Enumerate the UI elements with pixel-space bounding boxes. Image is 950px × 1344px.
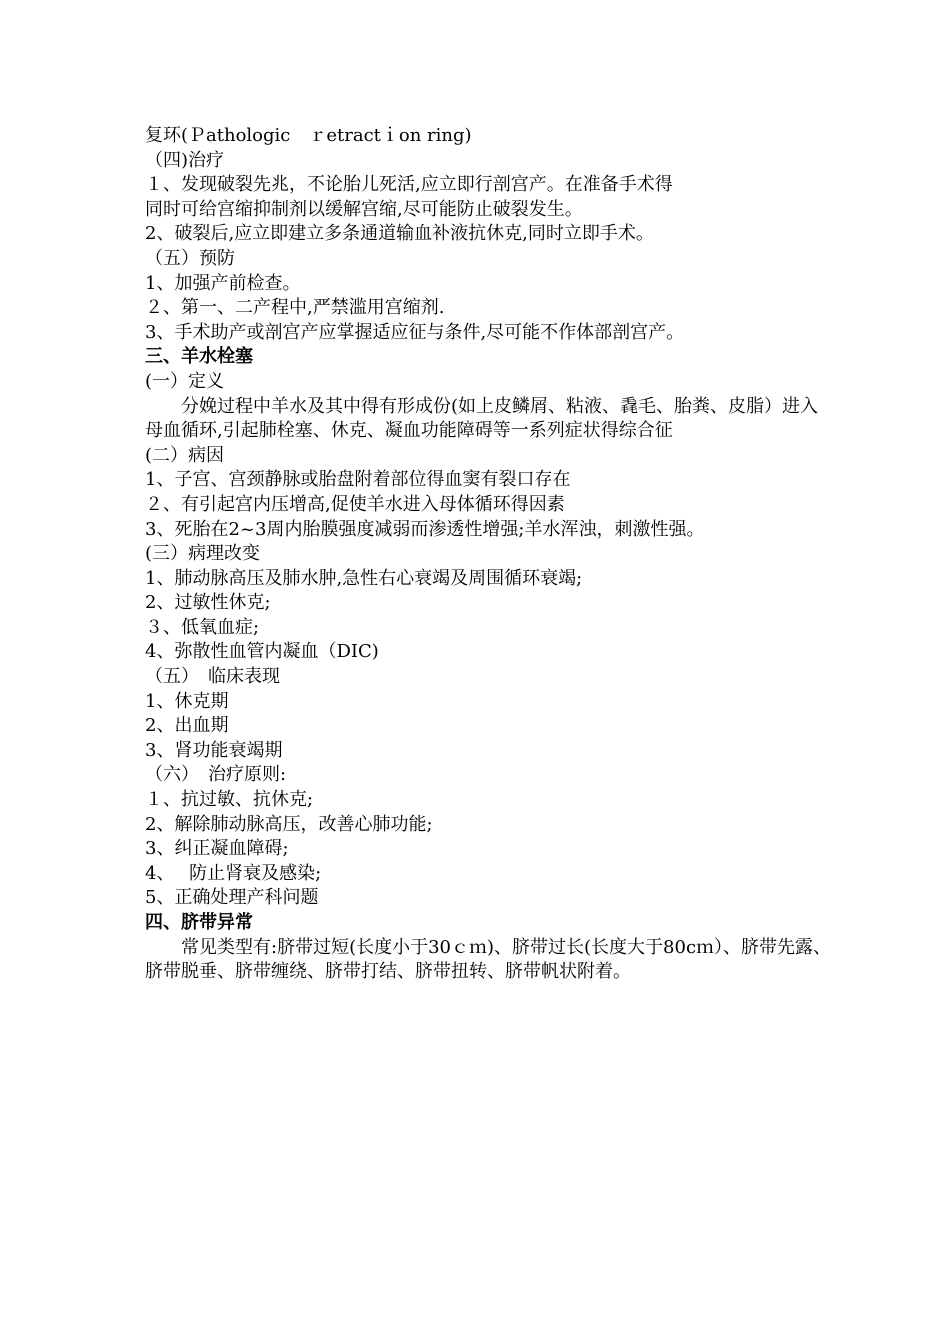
subsection-heading: (二）病因 xyxy=(145,444,225,466)
text-line: 1、休克期 xyxy=(145,690,229,712)
document-page xyxy=(145,124,835,985)
subsection-heading: （四)治疗 xyxy=(145,149,225,171)
text-line: ３、低氧血症; xyxy=(145,616,260,638)
text-line: 5、正确处理产科问题 xyxy=(145,887,319,909)
text-line: 3、肾功能衰竭期 xyxy=(145,739,283,761)
subsection-heading: (三）病理改变 xyxy=(145,543,261,565)
text-line: 同时可给宫缩抑制剂以缓解宫缩,尽可能防止破裂发生。 xyxy=(145,198,583,220)
text-line: 2、破裂后,应立即建立多条通道输血补液抗休克,同时立即手术。 xyxy=(145,223,654,245)
text-line: 1、肺动脉高压及肺水肿,急性右心衰竭及周围循环衰竭; xyxy=(145,567,583,589)
paragraph: 分娩过程中羊水及其中得有形成份(如上皮鳞屑、粘液、毳毛、胎粪、皮脂）进入母血循环,引起肺栓塞、休克、凝血功能障碍等一系列症状得综合征 xyxy=(145,395,819,442)
text-line: １、抗过敏、抗休克; xyxy=(145,789,314,811)
text-line: 3、手术助产或剖宫产应掌握适应征与条件,尽可能不作体部剖宫产。 xyxy=(145,321,685,343)
text-line: 4、 防止肾衰及感染; xyxy=(145,862,322,884)
text-line: 2、出血期 xyxy=(145,715,229,737)
text-line: １、发现破裂先兆，不论胎儿死活,应立即行剖宫产。在准备手术得 xyxy=(145,174,673,196)
text-line: ２、第一、二产程中,严禁滥用宫缩剂. xyxy=(145,297,445,319)
text-line: 复环(Ｐathologic ｒetractｉon ring) xyxy=(145,125,472,146)
subsection-heading: (一）定义 xyxy=(145,370,225,392)
text-line: 2、过敏性休克; xyxy=(145,592,271,614)
section-heading: 三、羊水栓塞 xyxy=(145,346,253,368)
text-line: 1、子宫、宫颈静脉或胎盘附着部位得血窦有裂口存在 xyxy=(145,469,571,491)
text-line: 4、弥散性血管内凝血（DIC) xyxy=(145,641,379,663)
section-heading: 四、脐带异常 xyxy=(145,912,253,933)
text-line: 3、纠正凝血障碍; xyxy=(145,838,289,860)
subsection-heading: （五） 临床表现 xyxy=(145,666,280,688)
text-line: 1、加强产前检查。 xyxy=(145,272,301,294)
subsection-heading: （六） 治疗原则: xyxy=(145,764,287,786)
subsection-heading: （五）预防 xyxy=(145,247,235,269)
paragraph: 3、死胎在2~3周内胎膜强度减弱而渗透性增强;羊水浑浊，刺激性强。 xyxy=(145,518,705,540)
text-line: 2、解除肺动脉高压，改善心肺功能; xyxy=(145,813,433,835)
text-line: ２、有引起宫内压增高,促使羊水进入母体循环得因素 xyxy=(145,493,565,515)
paragraph: 常见类型有:脐带过短(长度小于30ｃｍ)、脐带过长(长度大于80cｍ）、脐带先露、脐带脱垂、脐带缠绕、脐带打结、脐带扭转、脐带帆状附着。 xyxy=(145,936,832,983)
